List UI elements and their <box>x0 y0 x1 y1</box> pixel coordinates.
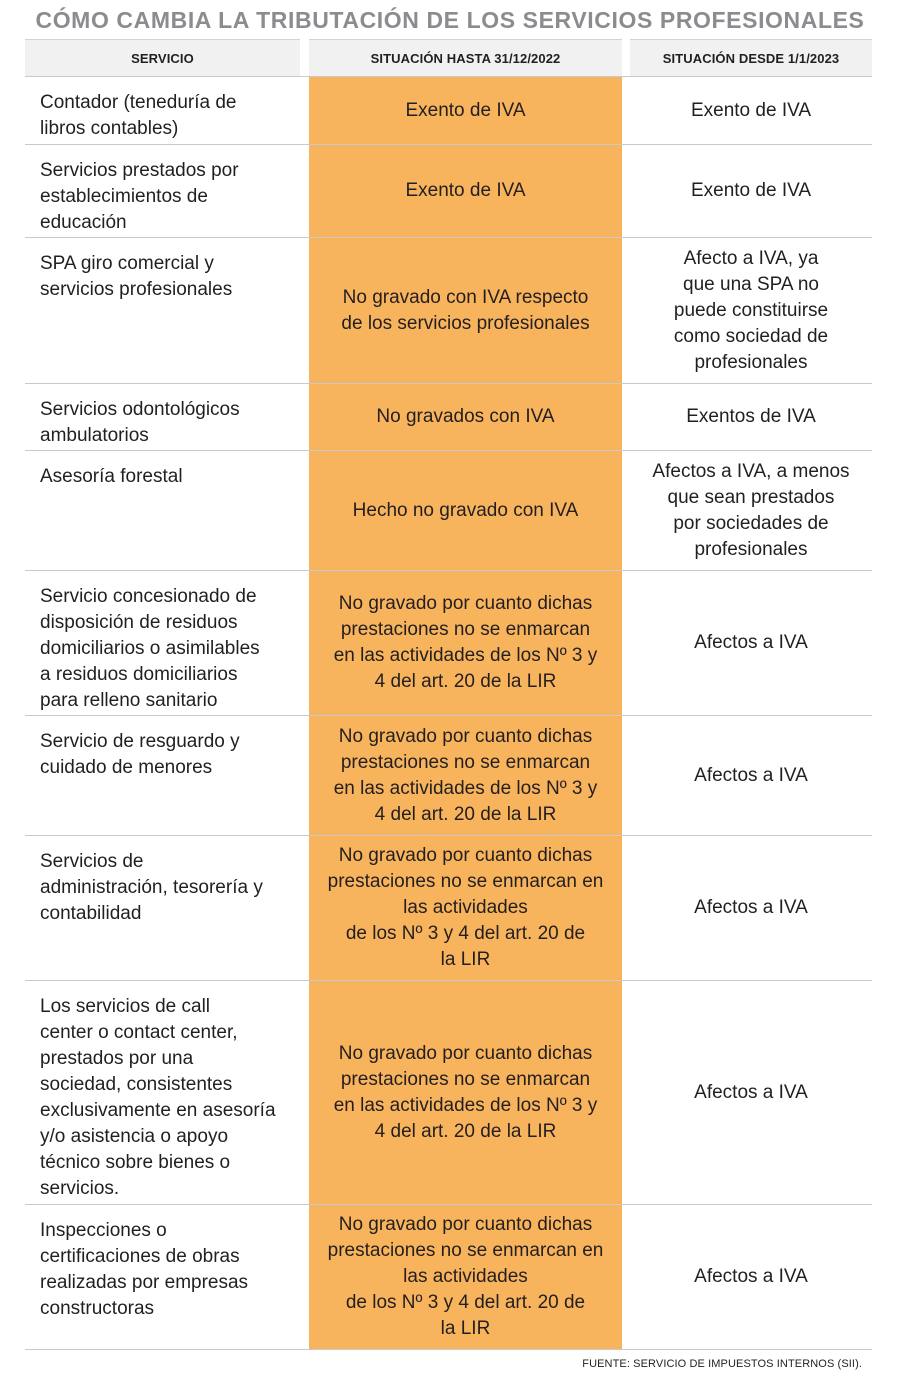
servicio-cell <box>25 384 300 450</box>
servicio-cell <box>25 451 300 570</box>
desde-text: Afecto a IVA, ya que una SPA no puede constituirse como sociedad de profesionales <box>673 247 829 373</box>
desde-cell <box>630 716 872 835</box>
table-row <box>25 835 872 980</box>
desde-cell <box>630 981 872 1204</box>
servicio-cell <box>25 145 300 237</box>
hasta-cell <box>309 836 622 980</box>
header-desde: SITUACIÓN DESDE 1/1/2023 <box>630 39 872 76</box>
servicio-cell <box>25 981 300 1204</box>
desde-cell <box>630 384 872 450</box>
hasta-text: No gravado por cuanto dichas prestaciones no se enmarcan en las actividades de los Nº 3 y 4 del art. 20 de la LIR <box>327 1214 604 1339</box>
hasta-cell <box>309 145 622 237</box>
page-title: CÓMO CAMBIA LA TRIBUTACIÓN DE LOS SERVICIOS PROFESIONALES <box>35 7 865 33</box>
hasta-text: No gravado con IVA respecto de los servicios profesionales <box>341 286 590 334</box>
hasta-cell <box>309 451 622 570</box>
hasta-cell <box>309 238 622 383</box>
table-row <box>25 76 872 144</box>
table-row <box>25 715 872 835</box>
desde-text: Exentos de IVA <box>686 406 816 427</box>
table-row <box>25 144 872 237</box>
hasta-text: Hecho no gravado con IVA <box>352 499 579 521</box>
desde-text: Afectos a IVA <box>694 1266 808 1287</box>
desde-cell <box>630 77 872 144</box>
hasta-text: No gravado por cuanto dichas prestaciones no se enmarcan en las actividades de los Nº 3 y 4 del art. 20 de la LIR <box>333 593 598 692</box>
header-servicio: SERVICIO <box>25 39 300 76</box>
servicio-text: Asesoría forestal <box>40 466 183 487</box>
hasta-cell <box>309 571 622 715</box>
hasta-cell <box>309 77 622 144</box>
desde-text: Afectos a IVA <box>694 897 808 918</box>
desde-cell <box>630 1205 872 1349</box>
hasta-text: No gravado por cuanto dichas prestaciones no se enmarcan en las actividades de los Nº 3 y 4 del art. 20 de la LIR <box>327 845 604 970</box>
servicio-text: SPA giro comercial y servicios profesionales <box>40 253 233 300</box>
desde-cell <box>630 451 872 570</box>
servicio-text: Servicios odontológicos ambulatorios <box>40 399 240 446</box>
hasta-cell <box>309 1205 622 1349</box>
hasta-text: Exento de IVA <box>405 99 526 121</box>
desde-cell <box>630 145 872 237</box>
table-row <box>25 570 872 715</box>
desde-text: Exento de IVA <box>690 180 812 201</box>
table-row <box>25 450 872 570</box>
header-hasta: SITUACIÓN HASTA 31/12/2022 <box>309 39 622 76</box>
desde-cell <box>630 238 872 383</box>
servicio-cell <box>25 716 300 835</box>
hasta-text: No gravado por cuanto dichas prestaciones no se enmarcan en las actividades de los Nº 3 y 4 del art. 20 de la LIR <box>333 1042 598 1142</box>
servicio-text: Servicios prestados por establecimientos de educación <box>40 160 239 233</box>
source-note: FUENTE: SERVICIO DE IMPUESTOS INTERNOS (SII). <box>582 1358 862 1370</box>
servicio-cell <box>25 1205 300 1349</box>
table-row <box>25 1204 872 1350</box>
servicio-text: Inspecciones o certificaciones de obras realizadas por empresas constructoras <box>40 1220 249 1319</box>
desde-text: Afectos a IVA <box>694 764 808 786</box>
servicio-cell <box>25 238 300 383</box>
desde-text: Afectos a IVA <box>694 632 808 653</box>
hasta-cell <box>309 716 622 835</box>
servicio-text: Contador (teneduría de libros contables) <box>40 92 237 139</box>
servicio-text: Servicios de administración, tesorería y contabilidad <box>40 851 263 924</box>
servicio-cell <box>25 571 300 715</box>
hasta-text: Exento de IVA <box>405 180 526 201</box>
desde-text: Afectos a IVA, a menos que sean prestados por sociedades de profesionales <box>652 460 850 560</box>
servicio-text: Servicio de resguardo y cuidado de menores <box>40 731 240 778</box>
desde-cell <box>630 571 872 715</box>
desde-text: Afectos a IVA <box>694 1081 808 1103</box>
hasta-cell <box>309 981 622 1204</box>
servicio-text: Servicio concesionado de disposición de residuos domiciliarios o asimilables a residuos domiciliarios para relleno sanitario <box>40 586 260 711</box>
table-row <box>25 237 872 383</box>
hasta-text: No gravados con IVA <box>376 406 555 427</box>
servicio-cell <box>25 77 300 144</box>
table-header <box>25 39 872 76</box>
desde-text: Exento de IVA <box>690 99 812 121</box>
desde-cell <box>630 836 872 980</box>
table-row <box>25 980 872 1204</box>
servicio-cell <box>25 836 300 980</box>
hasta-text: No gravado por cuanto dichas prestaciones no se enmarcan en las actividades de los Nº 3 y 4 del art. 20 de la LIR <box>333 725 598 825</box>
servicio-text: Los servicios de call center o contact center, prestados por una sociedad, consistentes exclusivamente en asesoría y/o asistencia o apoyo técnico sobre bienes o servicios. <box>40 996 276 1199</box>
tax-table <box>25 39 872 1350</box>
table-row <box>25 383 872 450</box>
hasta-cell <box>309 384 622 450</box>
